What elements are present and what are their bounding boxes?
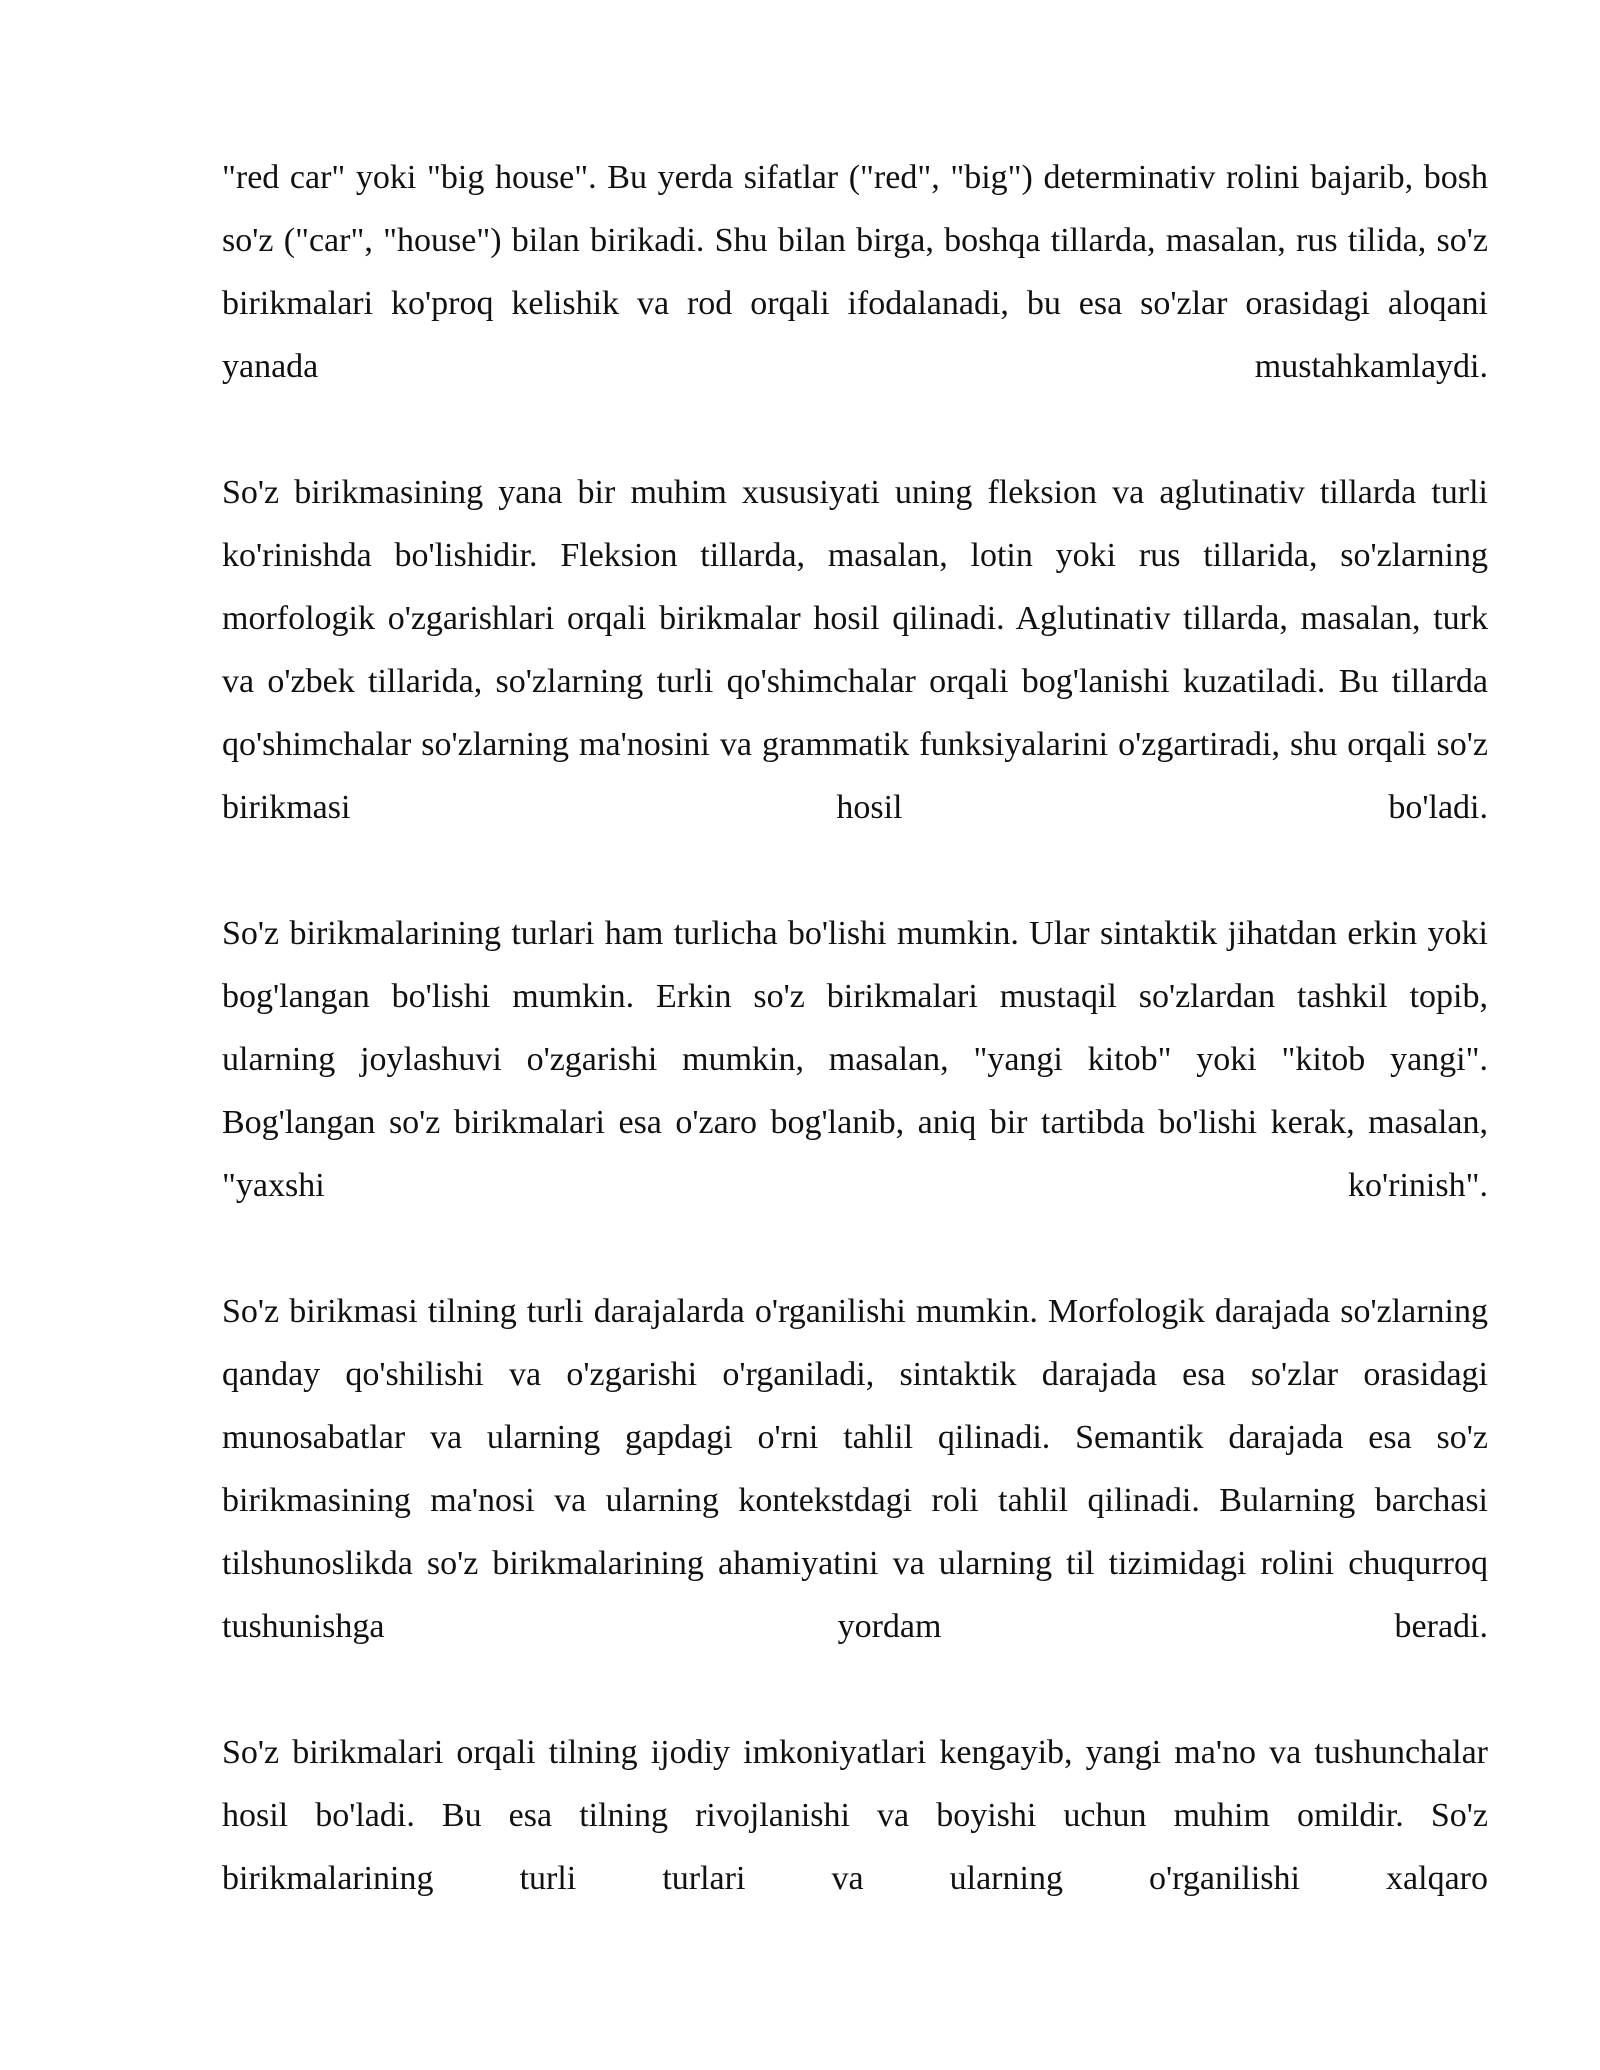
paragraph-5: So'z birikmalari orqali tilning ijodiy imkoniyatlari kengayib, yangi ma'no va tushunchalar hosil bo'ladi. Bu esa tilning rivojlanishi va boyishi uchun muhim omildir. So'z birikmalarining turli turlari va ularning o'rganilishi xalqaro	[222, 1734, 1488, 1897]
paragraph-1: "red car" yoki "big house". Bu yerda sifatlar ("red", "big") determinativ rolini bajarib, bosh so'z ("car", "house") bilan birikadi. Shu bilan birga, boshqa tillarda, masalan, rus tilida, so'z birikmalari ko'proq kelishik va rod orqali ifodalanadi, bu esa so'zlar orasidagi aloqani yanada mustahkamlaydi.	[222, 159, 1488, 385]
paragraph-4: So'z birikmasi tilning turli darajalarda o'rganilishi mumkin. Morfologik darajada so'zlarning qanday qo'shilishi va o'zgarishi o'rganiladi, sintaktik darajada esa so'zlar orasidagi munosabatlar va ularning gapdagi o'rni tahlil qilinadi. Semantik darajada esa so'z birikmasining ma'nosi va ularning kontekstdagi roli tahlil qilinadi. Bularning barchasi tilshunoslikda so'z birikmalarining ahamiyatini va ularning til tizimidagi rolini chuqurroq tushunishga yordam beradi.	[222, 1293, 1488, 1645]
paragraph-2: So'z birikmasining yana bir muhim xususiyati uning fleksion va aglutinativ tillarda turli ko'rinishda bo'lishidir. Fleksion tillarda, masalan, lotin yoki rus tillarida, so'zlarning morfologik o'zgarishlari orqali birikmalar hosil qilinadi. Aglutinativ tillarda, masalan, turk va o'zbek tillarida, so'zlarning turli qo'shimchalar orqali bog'lanishi kuzatiladi. Bu tillarda qo'shimchalar so'zlarning ma'nosini va grammatik funksiyalarini o'zgartiradi, shu orqali so'z birikmasi hosil bo'ladi.	[222, 474, 1488, 826]
paragraph-3: So'z birikmalarining turlari ham turlicha bo'lishi mumkin. Ular sintaktik jihatdan erkin yoki bog'langan bo'lishi mumkin. Erkin so'z birikmalari mustaqil so'zlardan tashkil topib, ularning joylashuvi o'zgarishi mumkin, masalan, "yangi kitob" yoki "kitob yangi". Bog'langan so'z birikmalari esa o'zaro bog'lanib, aniq bir tartibda bo'lishi kerak, masalan, "yaxshi ko'rinish".	[222, 915, 1488, 1204]
document-body	[222, 146, 1488, 1973]
